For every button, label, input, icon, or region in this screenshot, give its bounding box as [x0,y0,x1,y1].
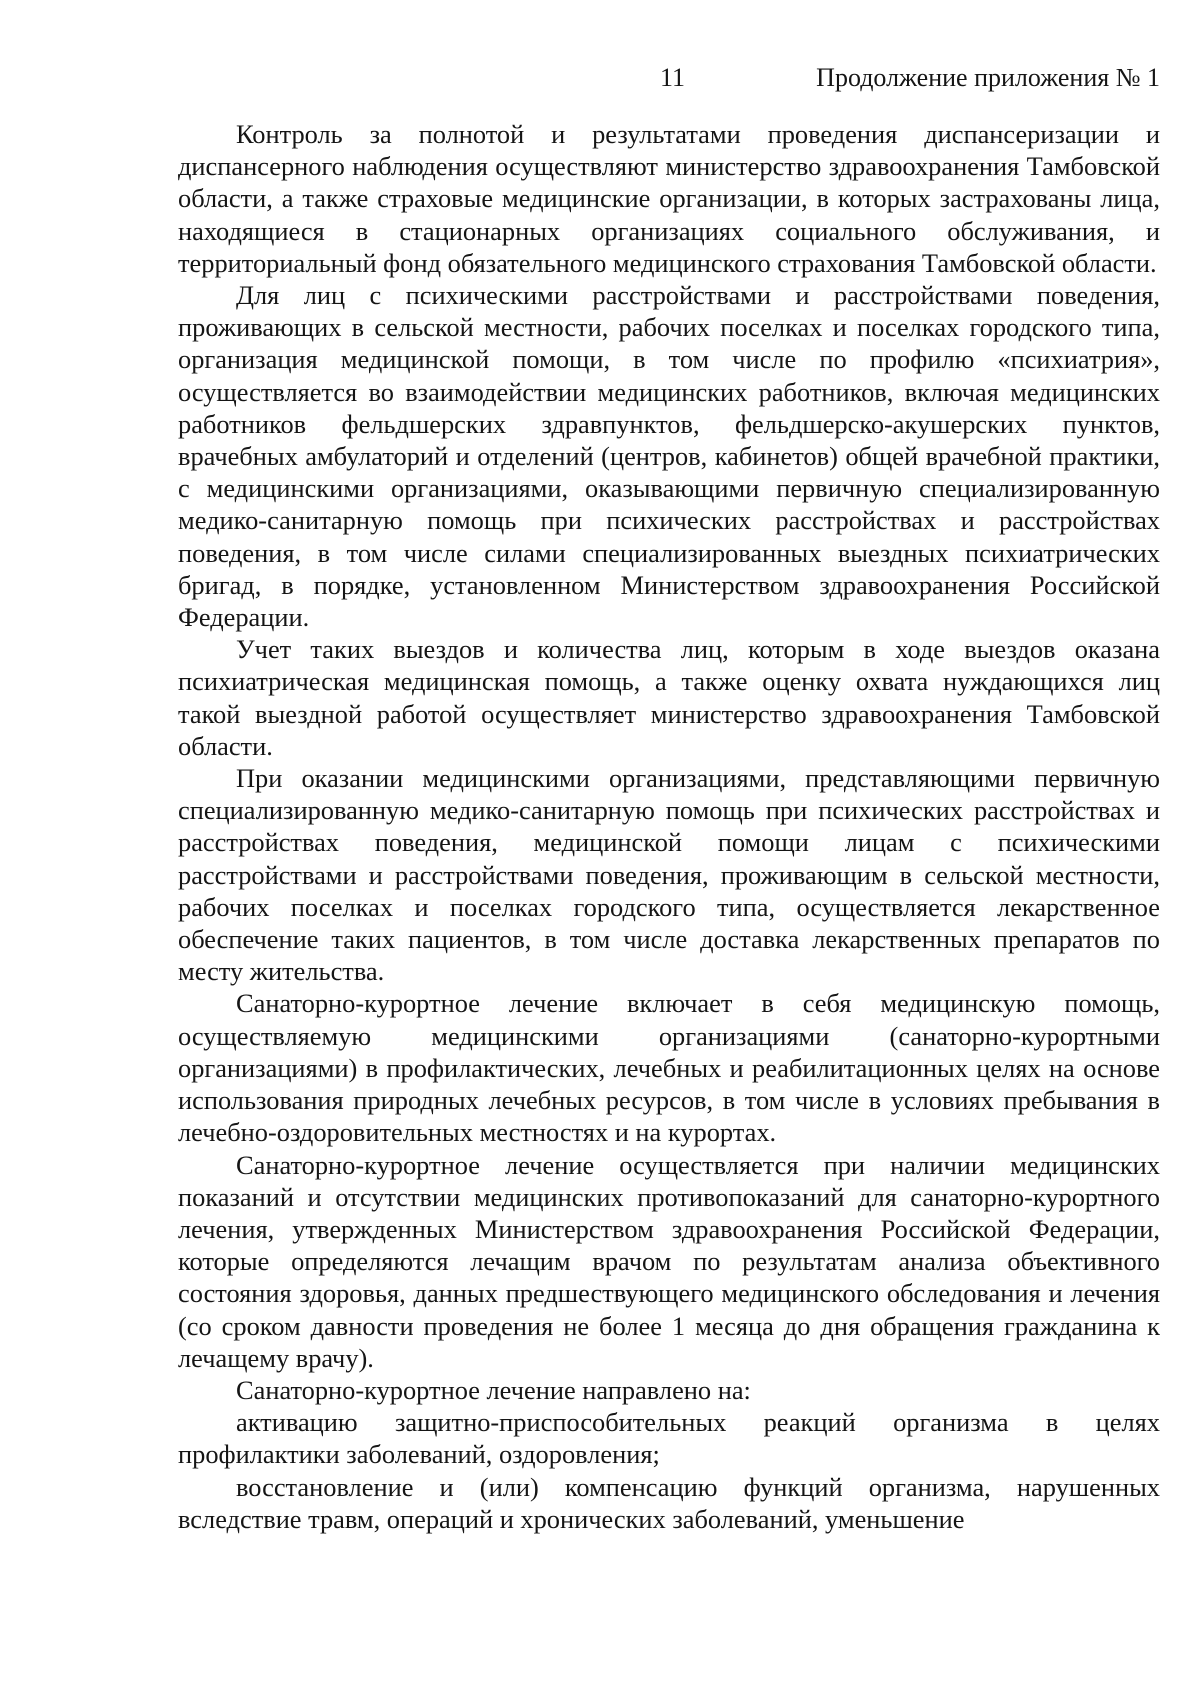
paragraph-aim-activation: активацию защитно-приспособительных реакций организма в целях профилактики заболеваний, оздоровления; [178,1407,1160,1470]
paragraph-sanatorium-indications: Санаторно-курортное лечение осуществляется при наличии медицинских показаний и отсутствии медицинских противопоказаний для санаторно-курортного лечения, утвержденных Министерством здравоохранения Российской Федерации, которые определяются лечащим врачом по результатам анализа объективного состояния здоровья, данных предшествующего медицинского обследования и лечения (со сроком давности проведения не более 1 месяца до дня обращения гражданина к лечащему врачу). [178,1149,1160,1373]
page-header [178,62,1160,102]
paragraph-sanatorium-aims-intro: Санаторно-курортное лечение направлено на: [236,1374,751,1405]
page-number: 11 [660,63,686,92]
document-body [178,118,1160,1535]
appendix-continuation-note: Продолжение приложения № 1 [816,63,1160,92]
paragraph-aim-restoration: восстановление и (или) компенсацию функций организма, нарушенных вследствие травм, операций и хронических заболеваний, уменьшение [178,1471,1160,1534]
paragraph-monitoring-control: Контроль за полнотой и результатами проведения диспансеризации и диспансерного наблюдения осуществляют министерство здравоохранения Тамбовской области, а также страховые медицинские организации, в которых застрахованы лица, находящиеся в стационарных организациях социального обслуживания, и территориальный фонд обязательного медицинского страхования Тамбовской области. [178,119,1160,278]
paragraph-visits-accounting: Учет таких выездов и количества лиц, которым в ходе выездов оказана психиатрическая медицинская помощь, а также оценку охвата нуждающихся лиц такой выездной работой осуществляет министерство здравоохранения Тамбовской области. [178,634,1160,761]
paragraph-sanatorium-definition: Санаторно-курортное лечение включает в себя медицинскую помощь, осуществляемую медицинскими организациями (санаторно-курортными организациями) в профилактических, лечебных и реабилитационных целях на основе использования природных лечебных ресурсов, в том числе в условиях пребывания в лечебно-оздоровительных местностях и на курортах. [178,988,1160,1148]
paragraph-drug-provision: При оказании медицинскими организациями, представляющими первичную специализированную медико-санитарную помощь при психических расстройствах и расстройствах поведения, медицинской помощи лицам с психическими расстройствами и расстройствами поведения, проживающим в сельской местности, рабочих поселках и поселках городского типа, осуществляется лекарственное обеспечение таких пациентов, в том числе доставка лекарственных препаратов по месту жительства. [178,763,1160,987]
paragraph-psychiatric-care-rural: Для лиц с психическими расстройствами и расстройствами поведения, проживающих в сельской местности, рабочих поселках и поселках городского типа, организация медицинской помощи, в том числе по профилю «психиатрия», осуществляется во взаимодействии медицинских работников, включая медицинских работников фельдшерских здравпунктов, фельдшерско-акушерских пунктов, врачебных амбулаторий и отделений (центров, кабинетов) общей врачебной практики, с медицинскими организациями, оказывающими первичную специализированную медико-санитарную помощь при психических расстройствах и расстройствах поведения, в том числе силами специализированных выездных психиатрических бригад, в порядке, установленном Министерством здравоохранения Российской Федерации. [178,280,1160,633]
